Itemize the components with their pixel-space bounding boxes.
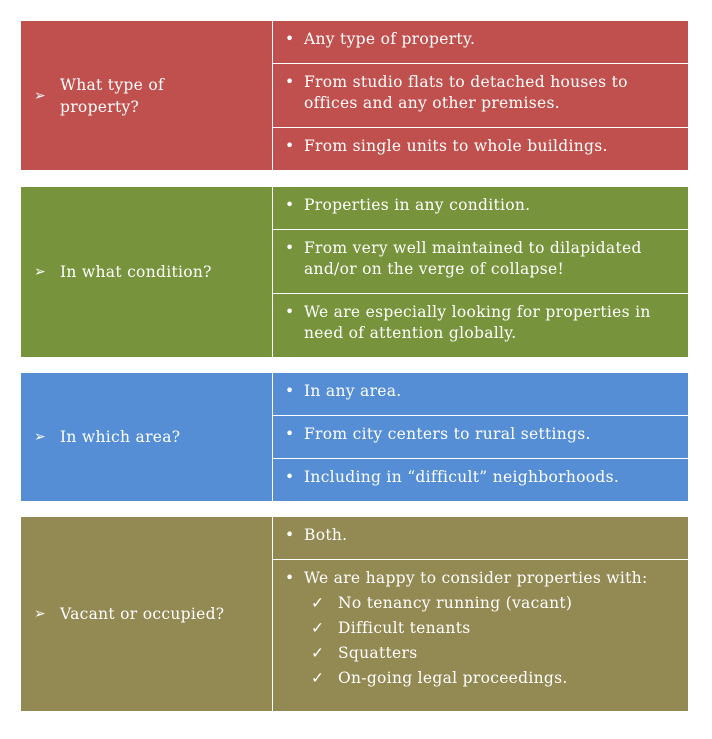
answer-row xyxy=(273,373,688,416)
answer-row xyxy=(273,459,688,501)
question-cell xyxy=(21,517,273,711)
bullet-icon: • xyxy=(285,137,295,155)
answer-text: We are happy to consider properties with: xyxy=(304,569,648,587)
answer-text: In any area. xyxy=(304,382,402,400)
answer-text: We are especially looking for properties in need of attention globally. xyxy=(304,303,651,342)
checkmark-icon: ✓ xyxy=(311,619,325,637)
block-property-type xyxy=(21,21,688,170)
answer-text: From city centers to rural settings. xyxy=(304,425,591,443)
answer-text: From single units to whole buildings. xyxy=(304,137,608,155)
answer-row xyxy=(273,187,688,230)
answer-text: Properties in any condition. xyxy=(304,196,531,214)
question-cell xyxy=(21,187,273,357)
answer-row xyxy=(273,294,688,357)
sub-item-text: No tenancy running (vacant) xyxy=(338,594,573,612)
answer-row xyxy=(273,64,688,128)
answer-row xyxy=(273,517,688,560)
answer-text: From very well maintained to dilapidated and/or on the verge of collapse! xyxy=(304,239,642,278)
arrow-bullet-icon: ➢ xyxy=(34,264,47,280)
answer-row xyxy=(273,230,688,294)
bullet-icon: • xyxy=(285,526,295,544)
sub-item-text: Squatters xyxy=(338,644,418,662)
arrow-bullet-icon: ➢ xyxy=(34,606,47,622)
question-text: What type of property? xyxy=(60,75,164,116)
sub-item-text: Difficult tenants xyxy=(338,619,471,637)
question-text: Vacant or occupied? xyxy=(60,605,225,623)
bullet-icon: • xyxy=(285,382,295,400)
sub-list-item xyxy=(285,593,678,614)
answer-text: Both. xyxy=(304,526,348,544)
sub-list-item xyxy=(285,618,678,639)
answer-text: Any type of property. xyxy=(304,30,476,48)
answers-list xyxy=(273,373,688,501)
sub-item-text: On-going legal proceedings. xyxy=(338,669,568,687)
answers-list xyxy=(273,187,688,357)
answers-list xyxy=(273,517,688,711)
answer-row xyxy=(273,416,688,459)
question-cell xyxy=(21,373,273,501)
answer-row xyxy=(273,128,688,170)
checkmark-icon: ✓ xyxy=(311,644,325,662)
block-area xyxy=(21,373,688,501)
arrow-bullet-icon: ➢ xyxy=(34,87,47,104)
block-condition xyxy=(21,187,688,357)
answer-text: From studio flats to detached houses to offices and any other premises. xyxy=(304,73,628,112)
sub-list-item xyxy=(285,643,678,664)
answer-row xyxy=(273,21,688,64)
answer-row xyxy=(273,560,688,711)
checkmark-icon: ✓ xyxy=(311,594,325,612)
bullet-icon: • xyxy=(285,196,295,214)
question-text: In which area? xyxy=(60,428,181,446)
bullet-icon: • xyxy=(285,73,295,91)
bullet-icon: • xyxy=(285,425,295,443)
sub-list-item xyxy=(285,668,678,689)
bullet-icon: • xyxy=(285,468,295,486)
bullet-icon: • xyxy=(285,239,295,257)
question-text: In what condition? xyxy=(60,263,212,281)
block-occupancy xyxy=(21,517,688,711)
checkmark-icon: ✓ xyxy=(311,669,325,687)
bullet-icon: • xyxy=(285,303,295,321)
answer-text: Including in “difficult” neighborhoods. xyxy=(304,468,620,486)
question-cell xyxy=(21,21,273,170)
bullet-icon: • xyxy=(285,569,295,587)
arrow-bullet-icon: ➢ xyxy=(34,429,47,445)
bullet-icon: • xyxy=(285,30,295,48)
answers-list xyxy=(273,21,688,170)
